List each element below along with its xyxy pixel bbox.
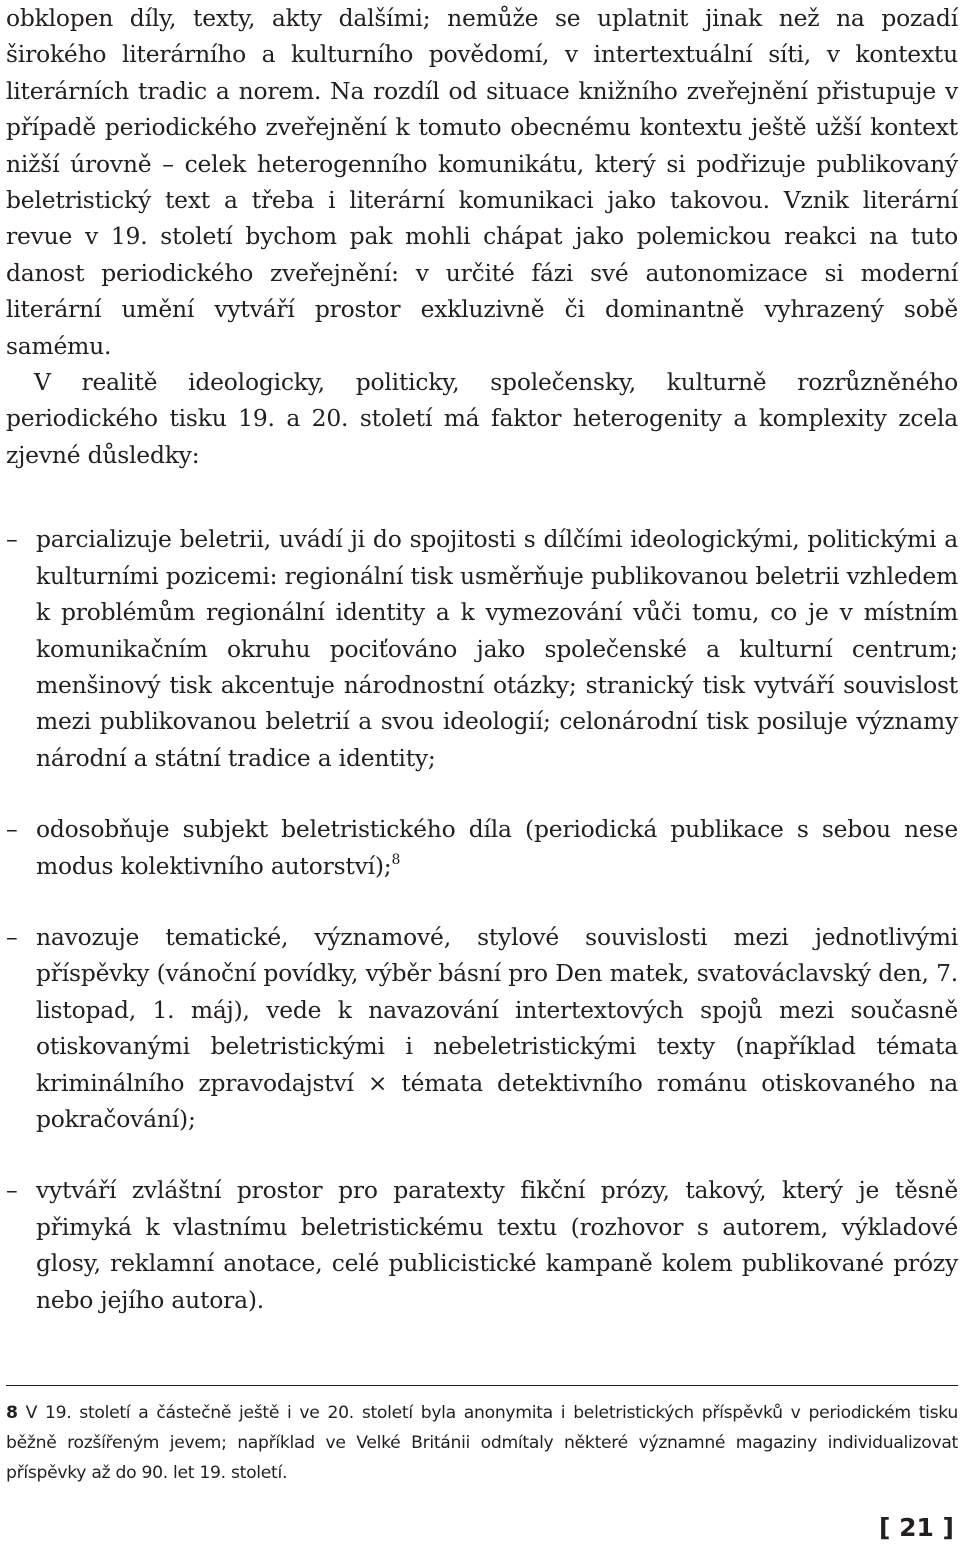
bullet-text: vytváří zvláštní prostor pro paratexty fikční prózy, takový, který je těsně přimyká k vlastnímu beletristickému textu (rozhovor s autorem, výkladové glosy, reklamní anotace, celé publicistické kampaně kolem publikované prózy nebo jejího autora).	[36, 1176, 958, 1314]
bullet-list	[6, 521, 958, 1318]
footnote-section	[6, 1385, 958, 1488]
page-body	[6, 0, 958, 1353]
bullet-dash: –	[6, 815, 18, 844]
footnote-reference[interactable]: 8	[391, 851, 401, 868]
bullet-item-1	[6, 521, 958, 776]
bullet-item-3	[6, 919, 958, 1137]
bullet-item-4	[6, 1172, 958, 1318]
bullet-item-2	[6, 811, 958, 884]
paragraph-2: V realitě ideologicky, politicky, společensky, kulturně rozrůzněného periodického tisku 19. a 20. století má faktor heterogenity a komplexity zcela zjevné důsledky:	[6, 368, 958, 469]
bullet-dash: –	[6, 1176, 18, 1205]
bullet-text: navozuje tematické, významové, stylové souvislosti mezi jednotlivými příspěvky (vánoční povídky, výběr básní pro Den matek, svatováclavský den, 7. listopad, 1. máj), vede k navazování intertextových spojů mezi současně otiskovanými beletristickými i nebeletristickými texty (například témata kriminálního zpravodajství × témata detektivního románu otiskovaného na pokračování);	[36, 922, 958, 1133]
bullet-text: odosobňuje subjekt beletristického díla (periodická publikace s sebou nese modus kolektivního autorství);	[36, 815, 958, 880]
footnote-text: V 19. století a částečně ještě i ve 20. století byla anonymita i beletristických příspěvků v periodickém tisku běžně rozšířeným jevem; například ve Velké Británii odmítaly některé významné magaziny individualizovat příspěvky až do 90. let 19. století.	[6, 1403, 958, 1483]
page-number: [ 21 ]	[878, 1513, 954, 1542]
bullet-text: parcializuje beletrii, uvádí ji do spojitosti s dílčími ideologickými, politickými a kulturními pozicemi: regionální tisk usměrňuje publikovanou beletrii vzhledem k problémům regionální identity a k vymezování vůči tomu, co je v místním komunikačním okruhu pociťováno jako společenské a kulturní centrum; menšinový tisk akcentuje národnostní otázky; stranický tisk vytváří souvislost mezi publikovanou beletrií a svou ideologií; celonárodní tisk posiluje významy národní a státní tradice a identity;	[36, 525, 958, 772]
bullet-dash: –	[6, 922, 18, 951]
footnote-number: 8	[6, 1403, 18, 1423]
paragraph-1: obklopen díly, texty, akty dalšími; nemůže se uplatnit jinak než na pozadí širokého literárního a kulturního povědomí, v intertextuální síti, v kontextu literárních tradic a norem. Na rozdíl od situace knižního zveřejnění přistupuje v případě periodického zveřejnění k tomuto obecnému kontextu ještě užší kontext nižší úrovně – celek heterogenního komunikátu, který si podřizuje publikovaný beletristický text a třeba i literární komunikaci jako takovou. Vznik literární revue v 19. století bychom pak mohli chápat jako polemickou reakci na tuto danost periodického zveřejnění: v určité fázi své autonomizace si moderní literární umění vytváří prostor exkluzivně či dominantně vyhrazený sobě samému.	[6, 4, 958, 360]
bullet-dash: –	[6, 525, 18, 554]
